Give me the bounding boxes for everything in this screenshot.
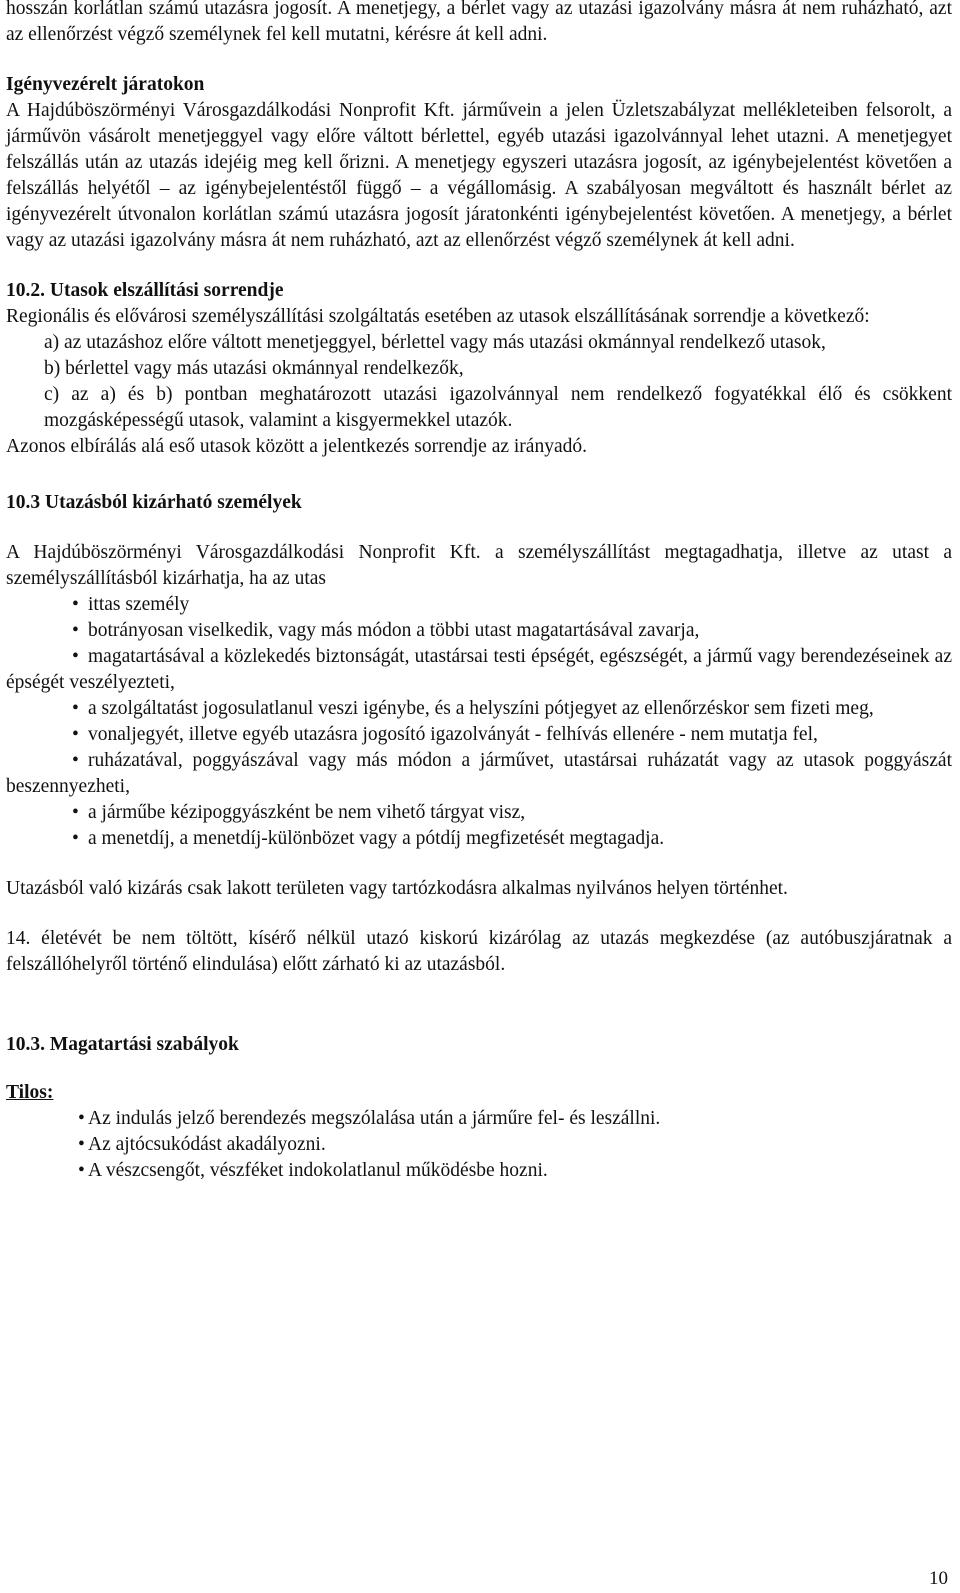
section-10-3-heading: 10.3 Utazásból kizárható személyek — [6, 492, 302, 513]
list-item: • ruházatával, poggyászával vagy más módon a járművet, utastársai ruházatát vagy az utasok poggyászát beszennyezheti, — [6, 750, 952, 797]
section-10-2-heading: 10.2. Utasok elszállítási sorrendje — [6, 280, 284, 301]
list-item: a) az utazáshoz előre váltott menetjeggyel, bérlettel vagy más utazási okmánnyal rendelkező utasok, — [44, 332, 826, 353]
list-item: • vonaljegyét, illetve egyéb utazásra jogosító igazolványát - felhívás ellenére - nem mutatja fel, — [6, 722, 952, 748]
section-10-2-lead: Regionális és elővárosi személyszállítási szolgáltatás esetében az utasok elszállításának sorrendje a következő: — [6, 306, 870, 327]
bullet-icon: • — [72, 750, 79, 771]
list-item: • a menetdíj, a menetdíj-különbözet vagy a pótdíj megfizetését megtagadja. — [6, 826, 952, 852]
demand-body: A Hajdúböszörményi Városgazdálkodási Nonprofit Kft. járművein a jelen Üzletszabályzat mellékleteiben felsorolt, a járművön vásárolt menetjeggyel vagy előre váltott bérlettel, egyéb utazási igazolvánnyal lehet utazni. A menetjegyet felszállás után az utazás idejéig meg kell őrizni. A menetjegy egyszeri utazásra jogosít, az igénybejelentést követően a felszállás helyétől – az igénybejelentéstől függő – a végállomásig. A szabályosan megváltott és használt bérlet az igényvezérelt útvonalon korlátlan számú utazásra jogosít járatonkénti igénybejelentést követően. A menetjegy, a bérlet vagy az utazási igazolvány másra át nem ruházható, azt az ellenőrzést végző személynek át kell adni. — [6, 100, 952, 251]
list-item: b) bérlettel vagy más utazási okmánnyal rendelkezők, — [44, 358, 464, 379]
bullet-icon: • — [72, 802, 79, 823]
list-item: • magatartásával a közlekedés biztonságát, utastársai testi épségét, egészségét, a jármű vagy berendezéseinek az épségét veszélyezteti, — [6, 646, 952, 693]
document-page — [6, 0, 952, 1184]
demand-section — [6, 72, 952, 254]
bullet-icon: • — [78, 1134, 85, 1155]
bullet-icon: • — [78, 1160, 85, 1181]
section-10-2-closing: Azonos elbírálás alá eső utasok között a jelentkezés sorrendje az irányadó. — [6, 436, 587, 457]
bullet-icon: • — [72, 724, 79, 745]
exclusion-place-note: Utazásból való kizárás csak lakott területen vagy tartózkodásra alkalmas nyilvános helyen történhet. — [6, 878, 788, 899]
list-item: • ittas személy — [6, 592, 952, 618]
exclusion-list — [6, 592, 952, 852]
conduct-list — [6, 1106, 952, 1184]
bullet-icon: • — [72, 620, 79, 641]
bullet-icon: • — [78, 1108, 85, 1129]
bullet-icon: • — [72, 594, 79, 615]
list-item: • botrányosan viselkedik, vagy más módon a többi utast magatartásával zavarja, — [6, 618, 952, 644]
list-item: • Az indulás jelző berendezés megszólalása után a járműre fel- és leszállni. — [6, 1106, 952, 1132]
bullet-icon: • — [72, 698, 79, 719]
bullet-icon: • — [72, 646, 79, 667]
page-number: 10 — [929, 1568, 948, 1589]
section-10-3-exclusion — [6, 490, 952, 978]
list-item: • a járműbe kézipoggyászként be nem vihető tárgyat visz, — [6, 800, 952, 826]
list-item: • A vészcsengőt, vészféket indokolatlanul működésbe hozni. — [6, 1158, 952, 1184]
list-item: • a szolgáltatást jogosulatlanul veszi igénybe, és a helyszíni pótjegyet az ellenőrzéskor sem fizeti meg, — [6, 696, 952, 722]
minor-exclusion-note: 14. életévét be nem töltött, kísérő nélkül utazó kiskorú kizárólag az utazás megkezdése (az autóbuszjáratnak a felszállóhelyről történő elindulása) előtt zárható ki az utazásból. — [6, 928, 952, 975]
bullet-icon: • — [72, 828, 79, 849]
section-10-3-lead: A Hajdúböszörményi Városgazdálkodási Nonprofit Kft. a személyszállítást megtagadhatja, illetve az utast a személyszállításból kizárhatja, ha az utas — [6, 542, 952, 589]
section-10-2 — [6, 278, 952, 460]
demand-heading: Igényvezérelt járatokon — [6, 74, 205, 95]
list-item: c) az a) és b) pontban meghatározott utazási igazolvánnyal nem rendelkező fogyatékkal élő és csökkent mozgásképességű utasok, valamint a kisgyermekkel utazók. — [44, 384, 952, 431]
section-10-3-conduct — [6, 1032, 952, 1184]
conduct-heading: 10.3. Magatartási szabályok — [6, 1034, 239, 1055]
tilos-label: Tilos: — [6, 1082, 54, 1103]
intro-paragraph: hosszán korlátlan számú utazásra jogosít. A menetjegy, a bérlet vagy az utazási igazolvány másra át nem ruházható, azt az ellenőrzést végző személynek fel kell mutatni, kérésre át kell adni. — [6, 0, 952, 45]
list-item: • Az ajtócsukódást akadályozni. — [6, 1132, 952, 1158]
